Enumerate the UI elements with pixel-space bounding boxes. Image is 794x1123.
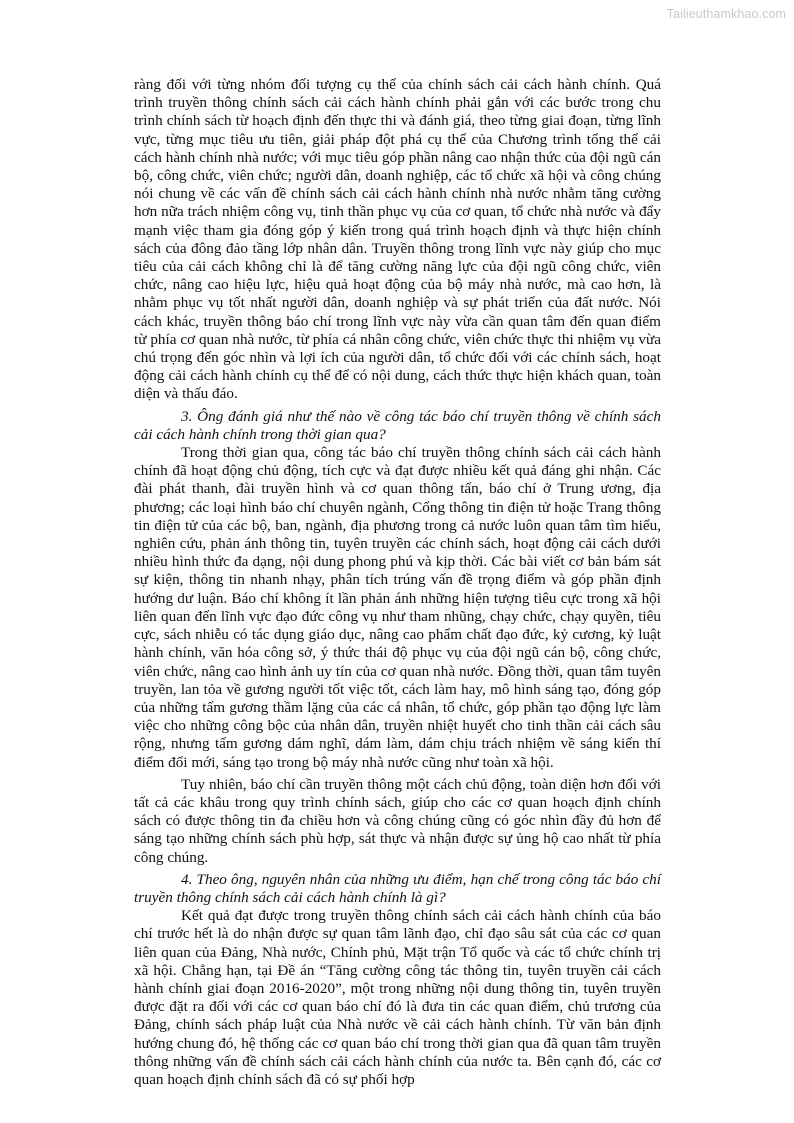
question-3: 3. Ông đánh giá như thế nào về công tác báo chí truyền thông về chính sách cải cách hành chính trong thời gian qua?	[134, 407, 661, 443]
paragraph-answer-4: Kết quả đạt được trong truyền thông chính sách cải cách hành chính của báo chí trước hết là do nhận được sự quan tâm lãnh đạo, chỉ đạo sâu sát của các cơ quan liên quan của Đảng, Nhà nước, Chính phủ, Mặt trận Tổ quốc và các tổ chức chính trị xã hội. Chẳng hạn, tại Đề án “Tăng cường công tác thông tin, tuyên truyền cải cách hành chính giai đoạn 2016-2020”, một trong những nội dung thông tin, tuyên truyền được đặt ra đối với các cơ quan báo chí đó là đưa tin các quan điểm, chủ trương của Đảng, chính sách pháp luật của Nhà nước về cải cách hành chính. Từ văn bản định hướng chung đó, hệ thống các cơ quan báo chí trong thời gian qua đã quan tâm truyền thông những vấn đề chính sách cải cách hành chính của nước ta. Bên cạnh đó, các cơ quan hoạch định chính sách đã có sự phối hợp	[134, 907, 661, 1088]
paragraph-answer-3-continued: Tuy nhiên, báo chí cần truyền thông một cách chủ động, toàn diện hơn đối với tất cả các khâu trong quy trình chính sách, giúp cho các cơ quan hoạch định chính sách có được thông tin đa chiều hơn và công chúng cũng có góc nhìn đầy đủ hơn để sáng tạo những chính sách phù hợp, sát thực và nhận được sự ủng hộ cao nhất từ phía công chúng.	[134, 775, 661, 866]
watermark: Tailieuthamkhao.com	[666, 7, 786, 21]
question-4: 4. Theo ông, nguyên nhân của những ưu điểm, hạn chế trong công tác báo chí truyền thông chính sách cải cách hành chính là gì?	[134, 870, 661, 906]
paragraph-intro-continued: ràng đối với từng nhóm đối tượng cụ thể của chính sách cải cách hành chính. Quá trình truyền thông chính sách cải cách hành chính phải gắn với các bước trong chu trình chính sách từ hoạch định đến thực thi và đánh giá, theo từng giai đoạn, từng lĩnh vực, từng mục tiêu ưu tiên, giải pháp đột phá cụ thể của Chương trình tổng thể cải cách hành chính nhà nước; với mục tiêu góp phần nâng cao nhận thức của đội ngũ cán bộ, công chức, viên chức; người dân, doanh nghiệp, các tổ chức xã hội và công chúng nói chung về các vấn đề chính sách cải cách hành chính nhà nước nhằm tăng cường hơn nữa trách nhiệm công vụ, tinh thần phục vụ của cơ quan, tổ chức nhà nước và đẩy mạnh việc tham gia đóng góp ý kiến trong quá trình hoạch định và thực hiện chính sách của đông đảo tầng lớp nhân dân. Truyền thông trong lĩnh vực này giúp cho mục tiêu của cải cách không chỉ là để tăng cường năng lực của đội ngũ công chức, viên chức, nâng cao hiệu lực, hiệu quả hoạt động của bộ máy nhà nước, mà cao hơn, là nhằm phục vụ tốt nhất người dân, doanh nghiệp và sự phát triển của đất nước. Nói cách khác, truyền thông báo chí trong lĩnh vực này vừa cần quan tâm đến quan điểm từ phía cơ quan nhà nước, từ phía cá nhân công chức, viên chức thực thi nhiệm vụ vừa chú trọng đến góc nhìn và lợi ích của người dân, tổ chức đối với các chính sách, hoạt động cải cách hành chính cụ thể để có nội dung, cách thức thực hiện khách quan, toàn diện và thấu đáo.	[134, 76, 661, 403]
document-body	[134, 76, 661, 1089]
paragraph-answer-3: Trong thời gian qua, công tác báo chí truyền thông chính sách cải cách hành chính đã hoạt động chủ động, tích cực và đạt được nhiều kết quả đáng ghi nhận. Các đài phát thanh, đài truyền hình và cơ quan thông tấn, báo chí ở Trung ương, địa phương; các loại hình báo chí chuyên ngành, Cổng thông tin điện tử hoặc Trang thông tin điện tử của các bộ, ban, ngành, địa phương trong cả nước luôn quan tâm tìm hiểu, nghiên cứu, phản ánh thông tin, tuyên truyền các chính sách, hoạt động cải cách dưới nhiều hình thức đa dạng, nội dung phong phú và kịp thời. Các bài viết cơ bản bám sát sự kiện, thông tin nhanh nhạy, phân tích trúng vấn đề trọng điểm và góp phần định hướng dư luận. Báo chí không ít lần phản ánh những hiện tượng tiêu cực trong xã hội liên quan đến lĩnh vực đạo đức công vụ như tham nhũng, chạy chức, chạy quyền, tiêu cực, sách nhiễu có tác dụng giáo dục, nâng cao phẩm chất đạo đức, kỷ cương, kỷ luật hành chính, văn hóa công sở, ý thức thái độ phục vụ của đội ngũ cán bộ, công chức, viên chức, nâng cao hình ảnh uy tín của cơ quan nhà nước. Đồng thời, quan tâm tuyên truyền, lan tỏa về gương người tốt việc tốt, cách làm hay, mô hình sáng tạo, đóng góp của những tấm gương thầm lặng của các cá nhân, tổ chức, góp phần tạo động lực làm việc cho những công bộc của nhân dân, truyền nhiệt huyết cho tinh thần cải cách sâu rộng, nhưng tấm gương dám nghĩ, dám làm, dám chịu trách nhiệm về sáng kiến thí điểm đổi mới, sáng tạo trong bộ máy nhà nước cũng như toàn xã hội.	[134, 444, 661, 771]
